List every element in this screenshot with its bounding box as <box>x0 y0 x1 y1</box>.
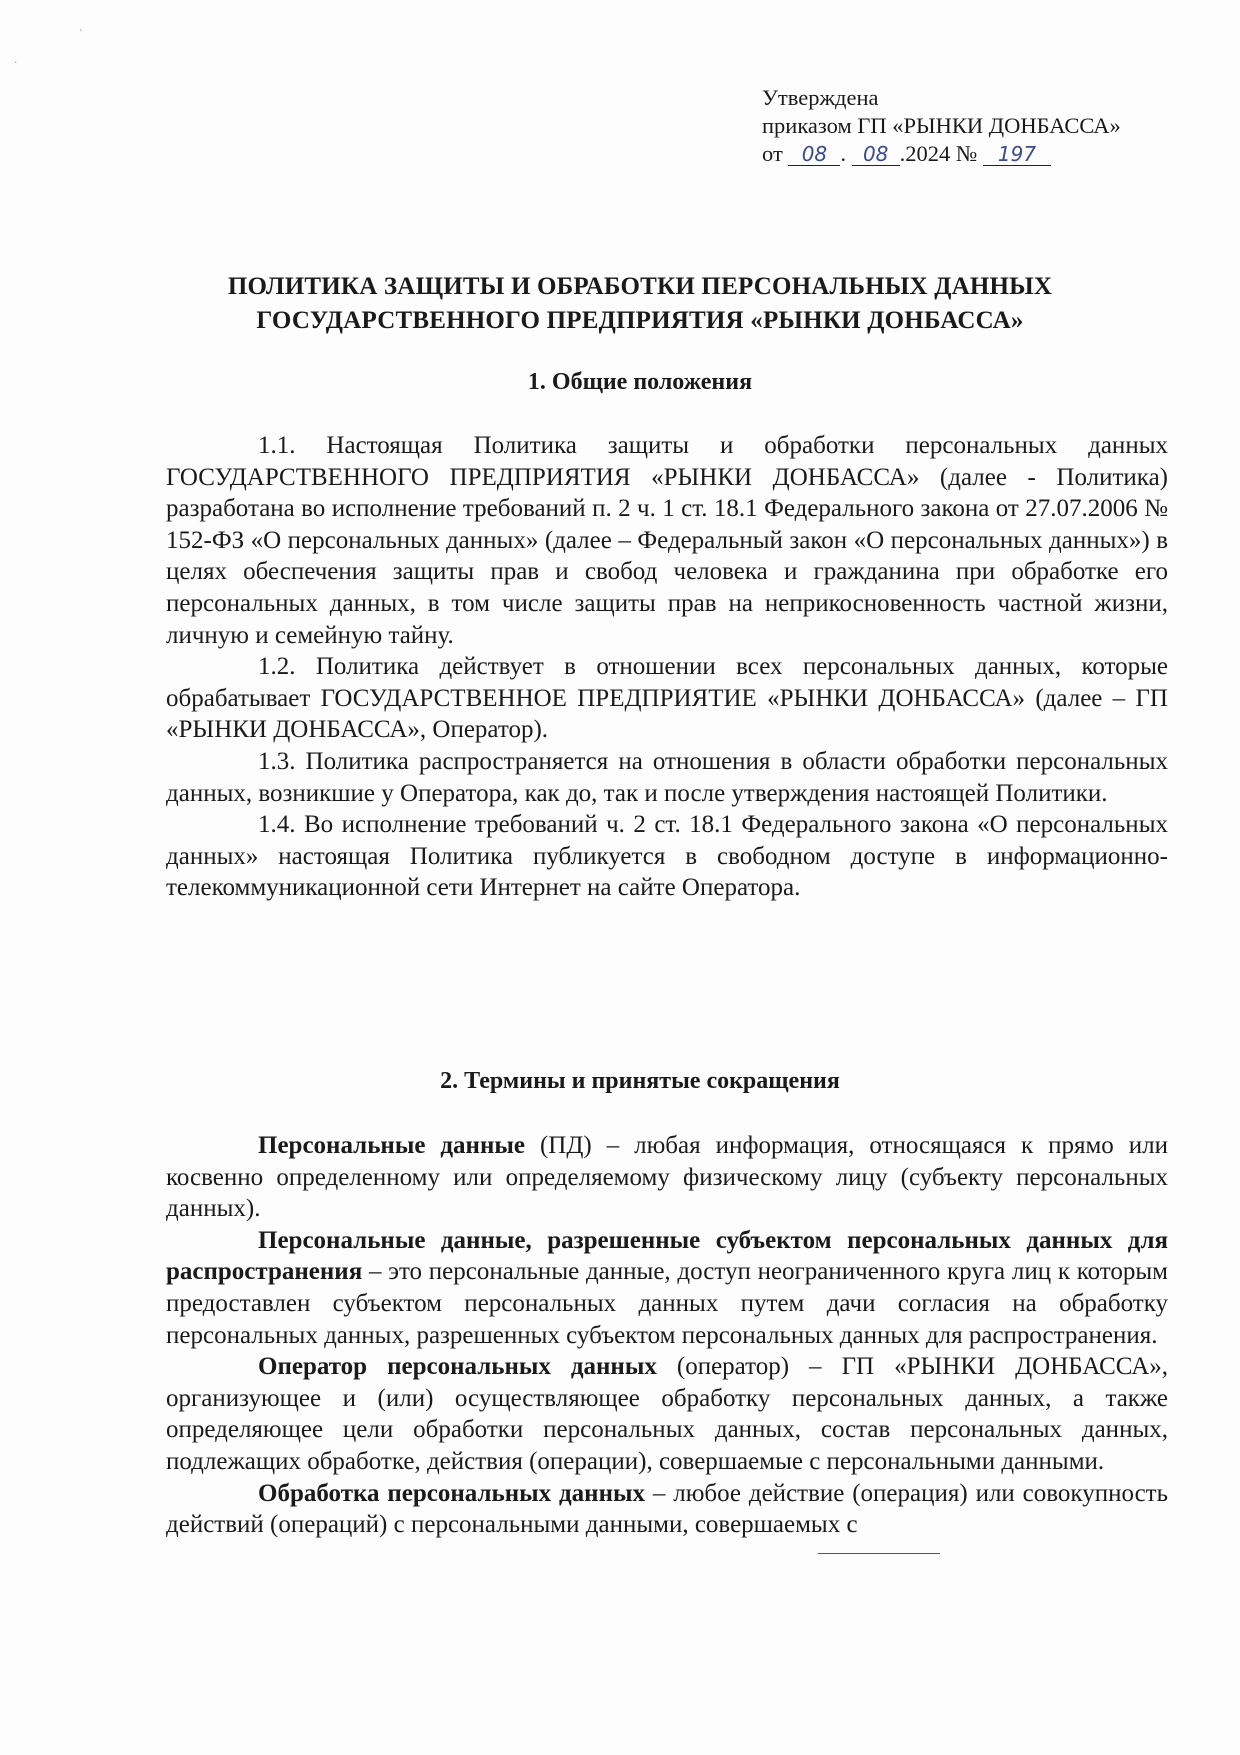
definition-personal-data <box>166 1130 1168 1225</box>
approval-dot: . <box>840 141 847 166</box>
stray-pen-line <box>818 1553 940 1554</box>
section-1-body <box>166 430 1168 904</box>
definition-term: Обработка персональных данных <box>258 1479 645 1507</box>
definition-text: – любое действие (операция) или совокупность действий (операций) с персональными данными, совершаемых с <box>166 1479 1168 1539</box>
approval-day-handwritten: 08 <box>788 143 840 166</box>
paragraph-1-2: 1.2. Политика действует в отношении всех персональных данных, которые обрабатывает ГОСУДАРСТВЕННОЕ ПРЕДПРИЯТИЕ «РЫНКИ ДОНБАССА» (далее – ГП «РЫНКИ ДОНБАССА», Оператор). <box>166 653 1168 744</box>
section-2-body <box>166 1130 1168 1541</box>
definition-text: (ПД) – любая информация, относящаяся к прямо или косвенно определенному или определяемому физическому лицу (субъекту персональных данных). <box>166 1132 1168 1223</box>
document-title <box>140 270 1140 338</box>
approval-line-2: приказом ГП «РЫНКИ ДОНБАССА» <box>762 113 1121 138</box>
paragraph-1-4: 1.4. Во исполнение требований ч. 2 ст. 18.1 Федерального закона «О персональных данных» настоящая Политика публикуется в свободном доступе в информационно-телекоммуникационной сети Интернет на сайте Оператора. <box>166 811 1168 902</box>
paragraph-1-3: 1.3. Политика распространяется на отношения в области обработки персональных данных, возникшие у Оператора, как до, так и после утверждения настоящей Политики. <box>166 747 1168 807</box>
definition-text: – это персональные данные, доступ неограниченного круга лиц к которым предоставлен субъектом персональных данных путем дачи согласия на обработку персональных данных, разрешенных субъектом персональных данных для распространения. <box>166 1258 1168 1349</box>
approval-prefix: от <box>762 141 783 166</box>
approval-line-1: Утверждена <box>762 85 879 110</box>
section-2-heading: 2. Термины и принятые сокращения <box>440 1068 840 1094</box>
definition-term: Персональные данные <box>258 1132 525 1159</box>
paragraph-1-1: 1.1. Настоящая Политика защиты и обработки персональных данных ГОСУДАРСТВЕННОГО ПРЕДПРИЯТИЯ «РЫНКИ ДОНБАССА» (далее - Политика) разработана во исполнение требований п. 2 ч. 1 ст. 18.1 Федерального закона от 27.07.2006 № 152-ФЗ «О персональных данных» (далее – Федеральный закон «О персональных данных») в целях обеспечения защиты прав и свобод человека и гражданина при обработке его персональных данных, в том числе защиты прав на неприкосновенность частной жизни, личную и семейную тайну. <box>166 432 1168 649</box>
approval-line-3 <box>762 140 1121 168</box>
definition-term: Персональные данные, разрешенные субъектом персональных данных для распространения <box>166 1226 1168 1286</box>
definition-term: Оператор персональных данных <box>258 1353 657 1381</box>
definition-distributed-data <box>166 1225 1168 1351</box>
document-title-line-1: ПОЛИТИКА ЗАЩИТЫ И ОБРАБОТКИ ПЕРСОНАЛЬНЫХ ДАННЫХ <box>227 273 1053 300</box>
scan-speck: · <box>14 58 18 69</box>
definition-processing <box>166 1478 1168 1541</box>
approval-year: .2024 № <box>899 141 978 166</box>
approval-month-handwritten: 08 <box>852 143 900 166</box>
section-1-heading: 1. Общие положения <box>527 369 753 395</box>
approval-stamp <box>762 84 1121 168</box>
definition-text: (оператор) – ГП «РЫНКИ ДОНБАССА», организующее и (или) осуществляющее обработку персональных данных, а также определяющее цели обработки персональных данных, состав персональных данных, подлежащих обработке, действия (операции), совершаемые с персональными данными. <box>166 1353 1168 1475</box>
document-title-line-2: ГОСУДАРСТВЕННОГО ПРЕДПРИЯТИЯ «РЫНКИ ДОНБАССА» <box>256 307 1024 334</box>
approval-number-handwritten: 197 <box>983 143 1051 166</box>
definition-operator <box>166 1351 1168 1477</box>
scan-speck: ' <box>80 28 82 39</box>
